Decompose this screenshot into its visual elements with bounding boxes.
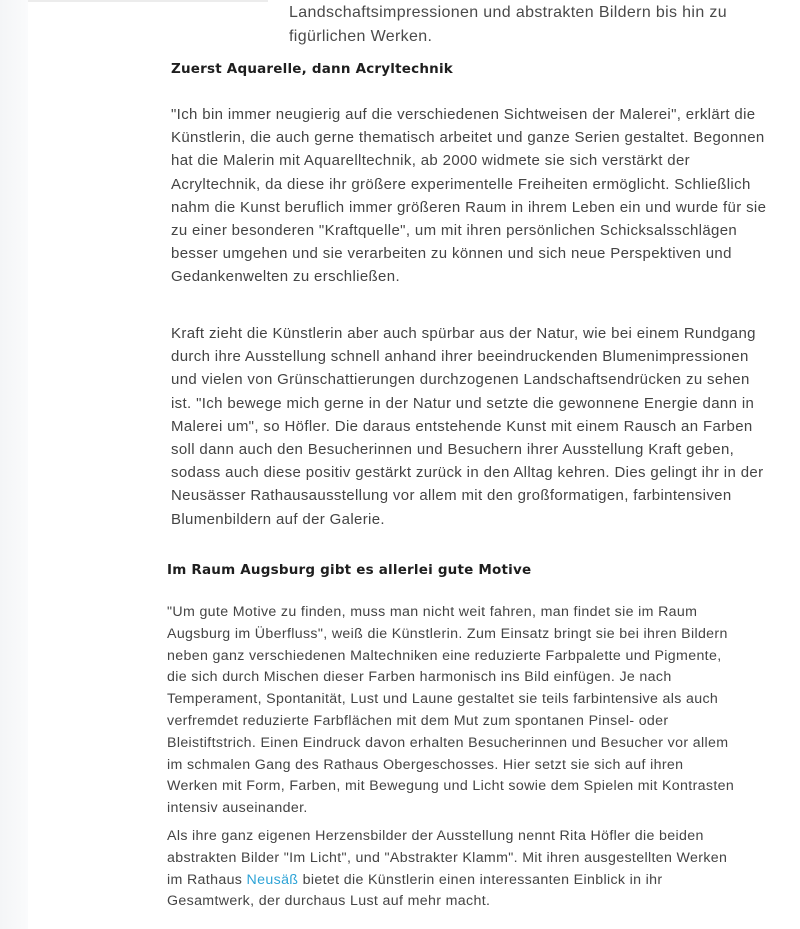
top-divider bbox=[28, 0, 268, 2]
paragraph-text: Als ihre ganz eigenen Herzensbilder der Ausstellung nennt Rita Höfler die beiden abstrakten Bilder "Im Licht", und "Abstrakter Klamm". Mit ihren ausgestellten Werken im Rathaus bbox=[167, 828, 728, 888]
neusaess-link[interactable]: Neusäß bbox=[246, 871, 299, 888]
clipped-paragraph-container[interactable] bbox=[171, 322, 771, 544]
section-heading-augsburg: Im Raum Augsburg gibt es allerlei gute Motive bbox=[167, 562, 532, 578]
article-paragraph: Kraft zieht die Künstlerin aber auch spürbar aus der Natur, wie bei einem Rundgang durch ihre Ausstellung schnell anhand ihrer beeindruckenden Blumenimpressionen und vielen von Grünschattierungen durchzogenen Landschaftsendrücken zu sehen ist. "Ich bewege mich gerne in der Natur und setzte die gewonnene Energie dann in Malerei um", so Höfler. Die daraus entstehende Kunst mit einem Rausch an Farben soll dann auch den Besucherinnen und Besuchern ihrer Ausstellung Kraft geben, sodass auch diese positiv gestärkt zurück in den Alltag kehren. Dies gelingt ihr in der Neusässer Rathausausstellung vor allem mit den großformatigen, farbintensiven Blumenbildern auf der Galerie. bbox=[171, 325, 764, 528]
article-paragraph: "Um gute Motive zu finden, muss man nicht weit fahren, man findet sie im Raum Augsburg im Überfluss", weiß die Künstlerin. Zum Einsatz bringt sie bei ihren Bildern neben ganz verschiedenen Maltechniken eine reduzierte Farbpalette und Pigmente, die sich durch Mischen dieser Farben harmonisch ins Bild einfügen. Je nach Temperament, Spontanität, Lust und Laune gestaltet sie teils farbintensive als auch verfremdet reduzierte Farbflächen mit dem Mut zum spontanen Pinsel- oder Bleistiftstrich. Einen Eindruck davon erhalten Besucherinnen und Besucher vor allem im schmalen Gang des Rathaus Obergeschosses. Hier setzt sie sich auf ihren Werken mit Form, Farben, mit Bewegung und Licht sowie dem Spielen mit Kontrasten intensiv auseinander. bbox=[167, 604, 735, 817]
section-heading-aquarelle: Zuerst Aquarelle, dann Acryltechnik bbox=[171, 61, 453, 77]
intro-paragraph: Landschaftsimpressionen und abstrakten Bildern bis hin zu figürlichen Werken. bbox=[289, 4, 727, 45]
article-paragraph bbox=[167, 826, 737, 913]
paragraph-text: bietet die Künstlerin einen interessanten Einblick in ihr Gesamtwerk, der durchaus Lust auf mehr macht. bbox=[167, 871, 663, 910]
article-paragraph: "Ich bin immer neugierig auf die verschiedenen Sichtweisen der Malerei", erklärt die Künstlerin, die auch gerne thematisch arbeitet und ganze Serien gestaltet. Begonnen hat die Malerin mit Aquarelltechnik, ab 2000 widmete sie sich verstärkt der Acryltechnik, da diese ihr größere experimentelle Freiheiten ermöglicht. Schließlich nahm die Kunst beruflich immer größeren Raum in ihrem Leben ein und wurde für sie zu einer besonderen "Kraftquelle", um mit ihren persönlichen Schicksalsschlägen besser umgehen und sie verarbeiten zu können und sich neue Perspektiven und Gedankenwelten zu erschließen. bbox=[171, 106, 767, 286]
left-margin-shade bbox=[0, 0, 28, 929]
